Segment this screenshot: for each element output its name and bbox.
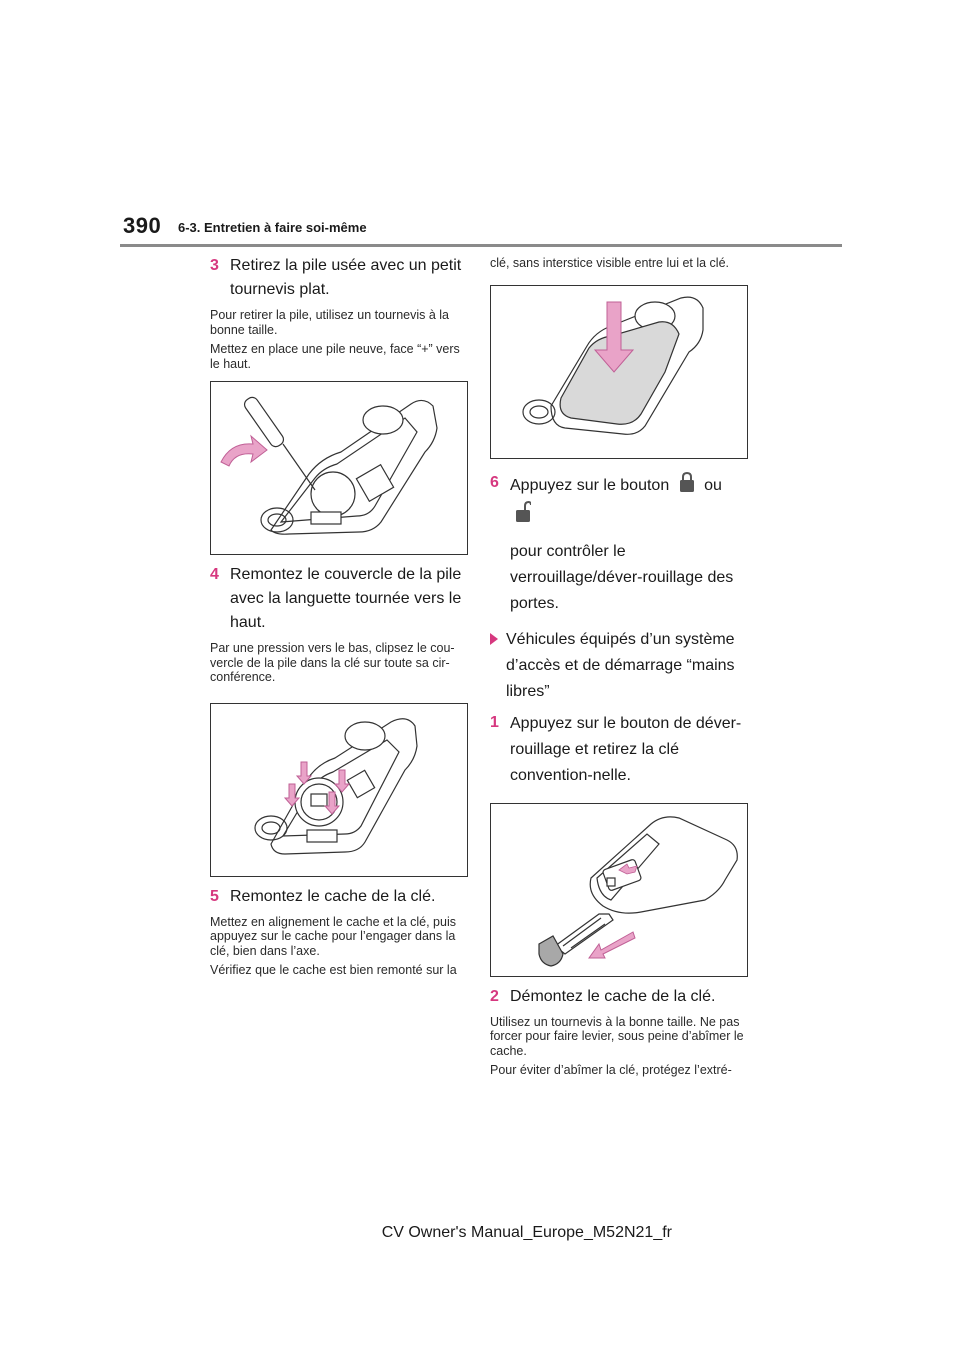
step-number: 3 (210, 257, 219, 274)
key-case-illustration (491, 286, 747, 458)
smart-key-illustration (491, 804, 747, 976)
figure-refit-cover (210, 703, 468, 877)
header-rule (120, 244, 842, 247)
left-column (210, 254, 468, 983)
lock-closed-icon (679, 471, 695, 501)
page-number: 390 (123, 213, 162, 238)
step-note: Par une pression vers le bas, clipsez le cou-vercle de la pile dans la clé sur toute sa cir-conférence. (210, 641, 455, 684)
step-number: 6 (490, 473, 499, 491)
step-number: 4 (210, 566, 219, 583)
right-column (490, 254, 750, 1083)
step-number: 1 (490, 713, 499, 731)
step-note: Utilisez un tournevis à la bonne taille. Ne pas forcer pour faire levier, sous peine d’abîmer le cache. (490, 1014, 744, 1058)
footer-manual-id: CV Owner's Manual_Europe_M52N21_fr (381, 1224, 672, 1241)
section-title: 6-3. Entretien à faire soi-même (178, 220, 367, 235)
figure-refit-key-cover (490, 285, 748, 459)
step-text: Remontez le cache de la clé. (230, 887, 436, 905)
step-text: Remontez le couvercle de la pile avec la languette tournée vers le haut. (230, 566, 462, 631)
figure-remove-battery (210, 381, 468, 555)
step-note: Pour retirer la pile, utilisez un tournevis à la bonne taille. (210, 308, 450, 337)
lock-open-icon (515, 501, 531, 531)
step-4 (210, 563, 468, 635)
step-note: Mettez en alignement le cache et la clé, puis appuyez sur le cache pour l’engager dans la clé, bien dans l’axe. (210, 914, 456, 958)
bullet-text: Véhicules équipés d’un système d’accès et de démarrage “mains libres” (506, 630, 735, 700)
key-cover-illustration (211, 704, 467, 876)
key-screwdriver-illustration (211, 382, 467, 554)
step-1 (490, 711, 750, 789)
step-text-after: pour contrôler le verrouillage/déver-rouillage des portes. (510, 542, 734, 612)
step-3 (210, 254, 468, 302)
step-2 (490, 985, 750, 1009)
continued-text: clé, sans interstice visible entre lui et la clé. (490, 256, 729, 270)
step-number: 5 (210, 887, 219, 905)
bullet-smart-entry (490, 627, 750, 705)
bullet-triangle-icon (490, 633, 498, 645)
step-note: Mettez en place une pile neuve, face “+” vers le haut. (210, 342, 460, 371)
step-5 (210, 885, 468, 909)
step-text-between: ou (704, 476, 722, 494)
step-text: Retirez la pile usée avec un petit tournevis plat. (230, 257, 462, 298)
step-note: Vérifiez que le cache est bien remonté sur la (210, 963, 457, 977)
step-6 (490, 471, 750, 617)
step-text: Appuyez sur le bouton de déver-rouillage et retirez la clé convention-nelle. (510, 714, 742, 784)
step-number: 2 (490, 987, 499, 1005)
step-text: Démontez le cache de la clé. (510, 987, 716, 1005)
figure-remove-mechanical-key (490, 803, 748, 977)
step-text-before: Appuyez sur le bouton (510, 476, 670, 494)
step-note: Pour éviter d’abîmer la clé, protégez l’extré- (490, 1063, 732, 1077)
